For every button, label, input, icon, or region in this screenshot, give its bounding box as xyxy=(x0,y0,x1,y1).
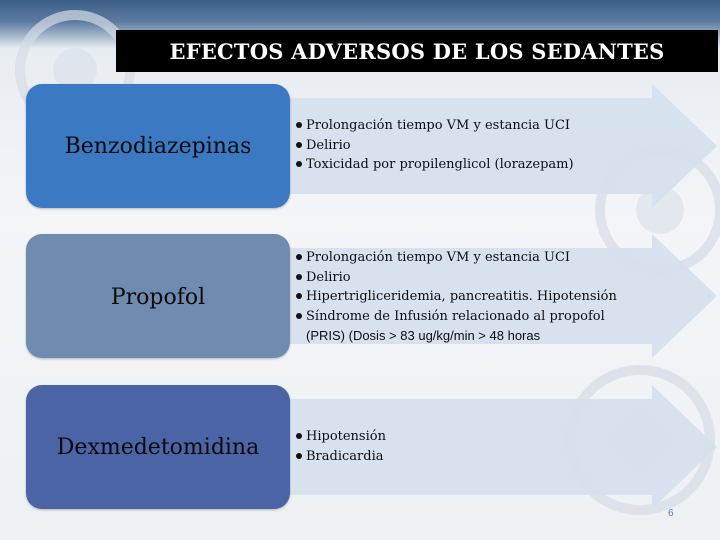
drug-label-box xyxy=(26,234,290,358)
row-dexmedetomidina xyxy=(0,385,720,509)
bullet-icon xyxy=(296,293,302,299)
effects-list xyxy=(296,248,617,346)
list-item: Toxicidad por propilenglicol (lorazepam) xyxy=(296,155,574,175)
bullet-icon xyxy=(296,274,302,280)
row-benzodiazepinas xyxy=(0,84,720,208)
list-item: Delirio xyxy=(296,136,574,156)
list-item: Síndrome de Infusión relacionado al propofol (PRIS) (Dosis > 83 ug/kg/min > 48 horas xyxy=(296,307,617,346)
bullet-icon xyxy=(296,254,302,260)
drug-name: Dexmedetomidina xyxy=(56,434,260,460)
bullet-icon xyxy=(296,122,302,128)
bullet-icon xyxy=(296,453,302,459)
list-item: Bradicardia xyxy=(296,447,386,467)
bullet-icon xyxy=(296,433,302,439)
drug-label-box xyxy=(26,84,290,208)
page-number: 6 xyxy=(668,508,674,519)
drug-name: Propofol xyxy=(110,285,206,310)
list-item: Delirio xyxy=(296,268,617,288)
list-item: Hipotensión xyxy=(296,427,386,447)
list-item: Prolongación tiempo VM y estancia UCI xyxy=(296,248,617,268)
bullet-icon xyxy=(296,142,302,148)
slide-title-bar xyxy=(116,30,718,72)
effects-list xyxy=(296,427,386,466)
list-item: Prolongación tiempo VM y estancia UCI xyxy=(296,116,574,136)
bullet-icon xyxy=(296,161,302,167)
drug-label-box xyxy=(26,385,290,509)
effects-list xyxy=(296,116,574,175)
row-propofol xyxy=(0,234,720,358)
drug-name: Benzodiazepinas xyxy=(64,133,252,159)
bullet-icon xyxy=(296,313,302,319)
list-item: Hipertrigliceridemia, pancreatitis. Hipotensión xyxy=(296,287,617,307)
slide-title: EFECTOS ADVERSOS DE LOS SEDANTES xyxy=(169,38,665,64)
list-item-continuation: (PRIS) (Dosis > 83 ug/kg/min > 48 horas xyxy=(306,328,541,343)
